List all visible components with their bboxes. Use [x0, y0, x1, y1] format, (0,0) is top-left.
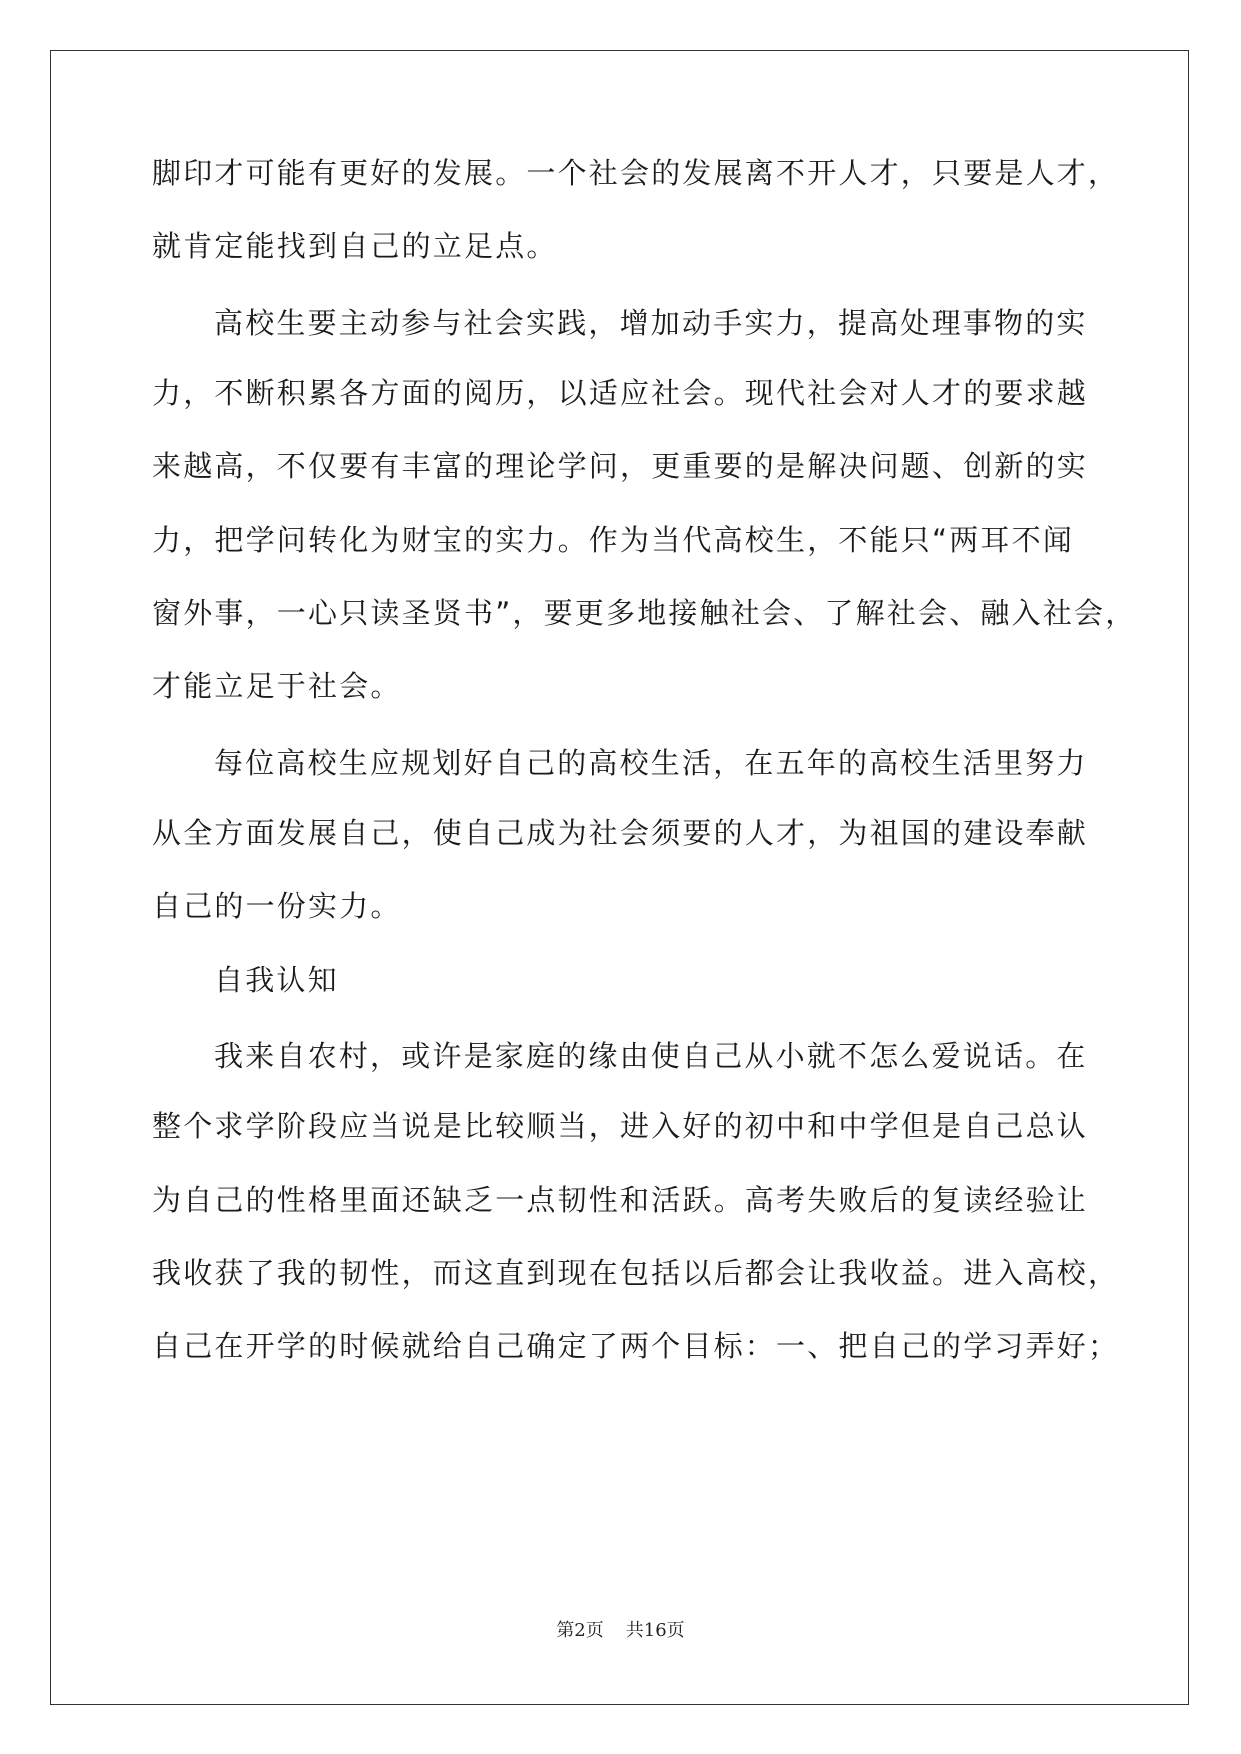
paragraph-line: 从全方面发展自己，使自己成为社会须要的人才，为祖国的建设奉献 — [152, 816, 1089, 850]
paragraph-line: 高校生要主动参与社会实践，增加动手实力，提高处理事物的实 — [214, 306, 1088, 340]
page-total: 共16页 — [625, 1620, 685, 1641]
paragraph-line: 力，把学问转化为财宝的实力。作为当代高校生，不能只“两耳不闻 — [152, 523, 1075, 557]
page-border — [50, 50, 1189, 1705]
paragraph-line: 就肯定能找到自己的立足点。 — [152, 229, 558, 263]
section-heading: 自我认知 — [214, 963, 339, 997]
paragraph-line: 脚印才可能有更好的发展。一个社会的发展离不开人才，只要是人才， — [152, 156, 1120, 190]
paragraph-line: 才能立足于社会。 — [152, 669, 402, 703]
paragraph-line: 为自己的性格里面还缺乏一点韧性和活跃。高考失败后的复读经验让 — [152, 1183, 1089, 1217]
paragraph-line: 来越高，不仅要有丰富的理论学问，更重要的是解决问题、创新的实 — [152, 449, 1089, 483]
paragraph-line: 我收获了我的韧性，而这直到现在包括以后都会让我收益。进入高校， — [152, 1256, 1120, 1290]
page-number: 第2页 — [556, 1620, 604, 1641]
paragraph-line: 每位高校生应规划好自己的高校生活，在五年的高校生活里努力 — [214, 746, 1088, 780]
page-footer — [0, 1616, 1241, 1642]
paragraph-line: 自己在开学的时候就给自己确定了两个目标：一、把自己的学习弄好； — [152, 1329, 1120, 1363]
paragraph-line: 自己的一份实力。 — [152, 889, 402, 923]
paragraph-line: 整个求学阶段应当说是比较顺当，进入好的初中和中学但是自己总认 — [152, 1109, 1089, 1143]
paragraph-line: 力，不断积累各方面的阅历，以适应社会。现代社会对人才的要求越 — [152, 376, 1089, 410]
paragraph-line: 我来自农村，或许是家庭的缘由使自己从小就不怎么爱说话。在 — [214, 1039, 1088, 1073]
paragraph-line: 窗外事，一心只读圣贤书”，要更多地接触社会、了解社会、融入社会， — [152, 596, 1137, 630]
